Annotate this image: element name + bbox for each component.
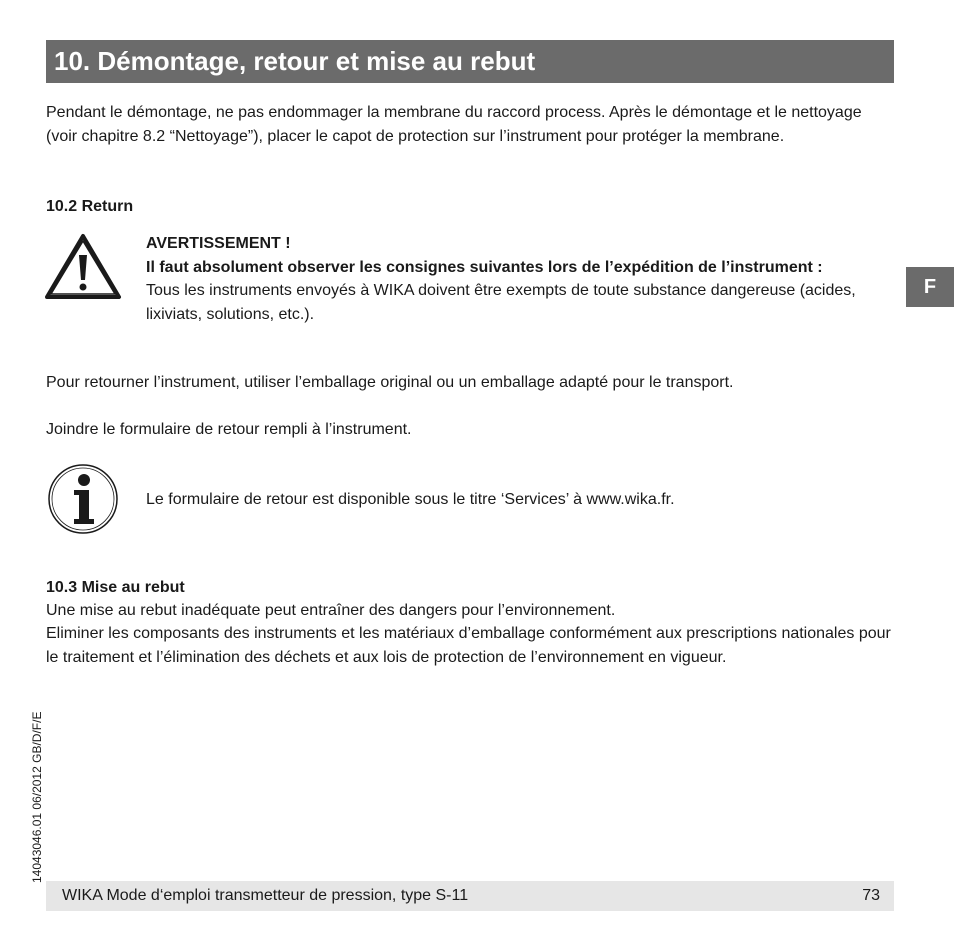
disposal-paragraph-1: Une mise au rebut inadéquate peut entraîner des dangers pour l’environnement. bbox=[46, 602, 616, 619]
warning-triangle-icon bbox=[44, 233, 122, 301]
disposal-heading: 10.3 Mise au rebut bbox=[46, 579, 185, 596]
warning-body: Tous les instruments envoyés à WIKA doivent être exempts de toute substance dangereuse (acides, lixiviats, solutions, etc.). bbox=[146, 282, 856, 323]
warning-emphasis: Il faut absolument observer les consignes suivantes lors de l’expédition de l’instrument : bbox=[146, 258, 823, 276]
section-header-bar bbox=[46, 40, 894, 83]
language-tab: F bbox=[906, 267, 954, 307]
warning-block bbox=[146, 232, 894, 326]
section-title: 10. Démontage, retour et mise au rebut bbox=[54, 46, 536, 76]
return-paragraph-2: Joindre le formulaire de retour rempli à l’instrument. bbox=[46, 421, 412, 438]
info-icon bbox=[47, 463, 119, 535]
page-number: 73 bbox=[862, 887, 880, 904]
disposal-paragraph-2: Eliminer les composants des instruments et les matériaux d’emballage conformément aux prescriptions nationales pour le traitement et l’élimination des déchets et aux lois de protection de l’environnement en vigueur. bbox=[46, 625, 891, 666]
footer-title: WIKA Mode d‘emploi transmetteur de pression, type S-11 bbox=[62, 887, 469, 904]
return-heading: 10.2 Return bbox=[46, 198, 134, 215]
footer-bar bbox=[46, 881, 894, 911]
document-code: 14043046.01 06/2012 GB/D/F/E bbox=[30, 711, 44, 883]
info-note: Le formulaire de retour est disponible sous le titre ‘Services’ à www.wika.fr. bbox=[146, 491, 675, 508]
warning-title: AVERTISSEMENT ! bbox=[146, 235, 291, 252]
intro-paragraph: Pendant le démontage, ne pas endommager la membrane du raccord process. Après le démontage et le nettoyage (voir chapitre 8.2 “Nettoyage”), placer le capot de protection sur l’instrument pour protéger la membrane. bbox=[46, 104, 862, 145]
return-paragraph-1: Pour retourner l’instrument, utiliser l’emballage original ou un emballage adapté pour le transport. bbox=[46, 374, 734, 391]
